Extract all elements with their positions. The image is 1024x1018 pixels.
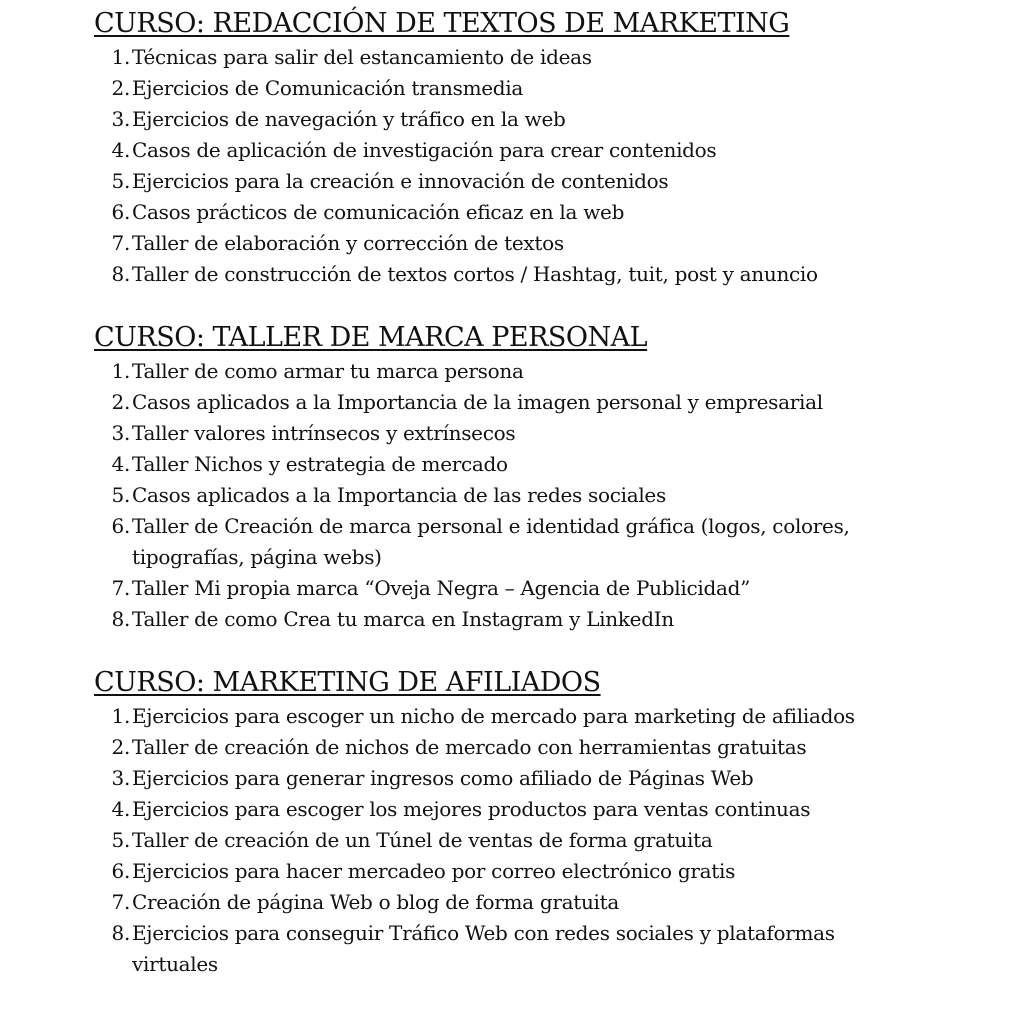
list-item [94, 228, 994, 259]
item-text: Ejercicios para hacer mercadeo por correo electrónico gratis [132, 859, 736, 883]
list-item [94, 73, 994, 104]
list-item [94, 42, 994, 73]
item-number: 1. [111, 359, 130, 383]
item-text: Ejercicios para conseguir Tráfico Web con redes sociales y plataformas virtuales [132, 921, 835, 976]
item-text: Taller de elaboración y corrección de textos [132, 231, 564, 255]
item-text: Taller de creación de nichos de mercado con herramientas gratuitas [132, 735, 807, 759]
item-number: 6. [111, 859, 130, 883]
list-item [94, 449, 994, 480]
item-number: 7. [111, 890, 130, 914]
course-section-redaccion [94, 6, 994, 290]
item-number: 6. [111, 200, 130, 224]
item-number: 1. [111, 704, 130, 728]
list-item [94, 763, 994, 794]
course-title: CURSO: TALLER DE MARCA PERSONAL [94, 322, 648, 353]
list-item [94, 135, 994, 166]
item-text: Taller de como armar tu marca persona [132, 359, 524, 383]
list-item [94, 418, 994, 449]
item-text: Ejercicios para escoger los mejores productos para ventas continuas [132, 797, 811, 821]
item-text: Taller de Creación de marca personal e identidad gráfica (logos, colores, tipografías, página webs) [132, 514, 850, 569]
item-number: 7. [111, 231, 130, 255]
item-number: 8. [111, 921, 130, 945]
item-text: Casos aplicados a la Importancia de la imagen personal y empresarial [132, 390, 823, 414]
item-text: Casos prácticos de comunicación eficaz en la web [132, 200, 625, 224]
item-text: Creación de página Web o blog de forma gratuita [132, 890, 620, 914]
item-text: Taller Mi propia marca “Oveja Negra – Agencia de Publicidad” [132, 576, 751, 600]
item-text: Ejercicios de Comunicación transmedia [132, 76, 524, 100]
item-number: 2. [111, 390, 130, 414]
item-number: 2. [111, 76, 130, 100]
course-section-marca-personal [94, 320, 994, 635]
list-item [94, 166, 994, 197]
item-text: Taller valores intrínsecos y extrínsecos [132, 421, 516, 445]
item-text: Ejercicios para escoger un nicho de mercado para marketing de afiliados [132, 704, 855, 728]
list-item [94, 511, 994, 573]
topic-list [94, 42, 994, 290]
course-title: CURSO: REDACCIÓN DE TEXTOS DE MARKETING [94, 8, 790, 39]
list-item [94, 887, 994, 918]
list-item [94, 387, 994, 418]
list-item [94, 197, 994, 228]
list-item [94, 918, 994, 980]
item-number: 4. [111, 797, 130, 821]
item-number: 5. [111, 483, 130, 507]
item-text: Taller Nichos y estrategia de mercado [132, 452, 508, 476]
item-number: 4. [111, 452, 130, 476]
list-item [94, 104, 994, 135]
list-item [94, 856, 994, 887]
item-text: Ejercicios de navegación y tráfico en la web [132, 107, 566, 131]
item-number: 5. [111, 828, 130, 852]
item-number: 5. [111, 169, 130, 193]
list-item [94, 573, 994, 604]
topic-list [94, 701, 994, 980]
item-text: Ejercicios para generar ingresos como afiliado de Páginas Web [132, 766, 754, 790]
list-item [94, 604, 994, 635]
item-number: 6. [111, 514, 130, 538]
list-item [94, 794, 994, 825]
list-item [94, 701, 994, 732]
item-number: 3. [111, 766, 130, 790]
item-number: 8. [111, 262, 130, 286]
list-item [94, 732, 994, 763]
item-text: Taller de construcción de textos cortos / Hashtag, tuit, post y anuncio [132, 262, 818, 286]
item-text: Taller de creación de un Túnel de ventas de forma gratuita [132, 828, 713, 852]
item-text: Técnicas para salir del estancamiento de ideas [132, 45, 592, 69]
item-text: Casos aplicados a la Importancia de las redes sociales [132, 483, 666, 507]
item-text: Taller de como Crea tu marca en Instagram y LinkedIn [132, 607, 674, 631]
item-number: 7. [111, 576, 130, 600]
list-item [94, 480, 994, 511]
course-section-afiliados [94, 665, 994, 980]
item-number: 3. [111, 421, 130, 445]
item-text: Ejercicios para la creación e innovación de contenidos [132, 169, 669, 193]
list-item [94, 356, 994, 387]
list-item [94, 259, 994, 290]
item-number: 1. [111, 45, 130, 69]
item-number: 3. [111, 107, 130, 131]
item-number: 2. [111, 735, 130, 759]
course-title: CURSO: MARKETING DE AFILIADOS [94, 667, 601, 698]
topic-list [94, 356, 994, 635]
course-document [94, 6, 994, 980]
item-number: 4. [111, 138, 130, 162]
list-item [94, 825, 994, 856]
item-number: 8. [111, 607, 130, 631]
item-text: Casos de aplicación de investigación para crear contenidos [132, 138, 717, 162]
